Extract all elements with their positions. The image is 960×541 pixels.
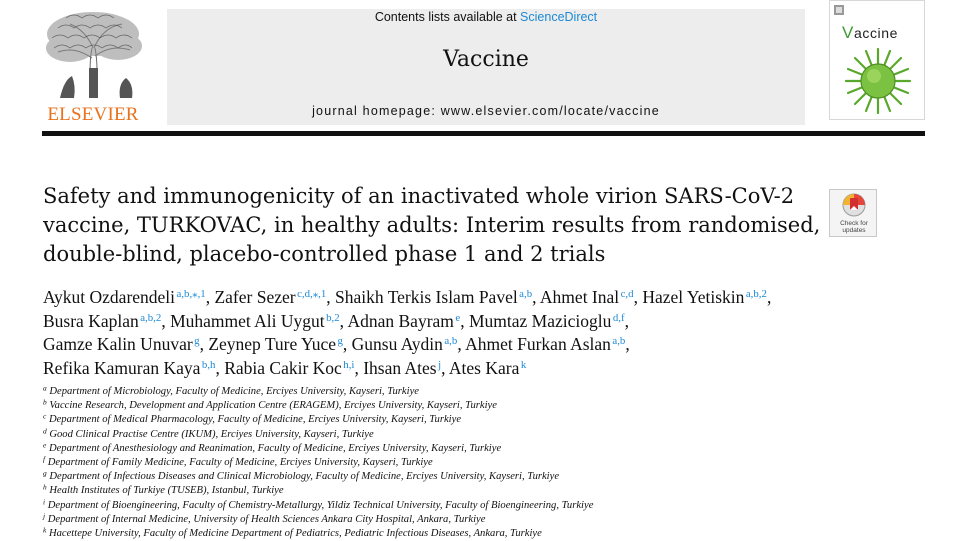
affiliation <box>43 456 923 470</box>
author-affiliation-marks[interactable]: k <box>520 358 527 371</box>
affiliation <box>43 499 923 513</box>
elsevier-tree-icon <box>40 8 146 100</box>
journal-banner <box>167 9 805 125</box>
cover-title-initial: V <box>842 23 854 42</box>
journal-header <box>0 0 960 140</box>
check-for-updates-label <box>830 220 878 234</box>
affiliation <box>43 442 923 456</box>
affiliation-text: Department of Bioengineering, Faculty of Chemistry-Metallurgy, Yildiz Technical University, Faculty of Bioengineering, Turkiye <box>47 499 594 511</box>
author-name: Muhammet Ali Uygut <box>170 310 325 331</box>
author-list: Aykut Ozdarendeli $^{a,b,⁎,1}$, Zafer Sezer $^{c,d,⁎,1}$, Shaikh Terkis Islam Pavel $^{a,b}$, Ahmet Inal $^{c,d}$, Hazel Yetiskin $^{a,b,2}$, Busra Kaplan $^{a,b,2}$, Muhammet Ali Uygut $^{b,2}$, Adnan Bayram $^e$, Mumtaz Mazicioglu $^{d,f}$, Gamze Kalin Unuvar $^g$, Zeynep Ture Yuce $^g$, Gunsu Aydin $^{a,b}$, Ahmet Furkan Aslan $^{a,b}$, Refika Kamuran Kaya $^{b,h}$, Rabia Cakir Koc $^{h,i}$, Ihsan Ates $^j$, Ates Kara $^k$ <box>43 287 772 378</box>
header-rule <box>42 131 925 136</box>
author-affiliation-marks[interactable]: b,2 <box>326 311 340 324</box>
check-for-updates-line2: updates <box>842 227 866 234</box>
author[interactable] <box>642 287 767 307</box>
author-name: Gunsu Aydin <box>351 334 443 354</box>
author-affiliation-marks[interactable]: a,b <box>519 288 533 301</box>
author-affiliation-marks[interactable]: h,i <box>343 358 355 371</box>
affiliation-text: Department of Infectious Diseases and Clinical Microbiology, Faculty of Medicine, Erciyes University, Kayseri, Turkiye <box>49 471 560 483</box>
author-name: Zeynep Ture Yuce <box>208 334 336 354</box>
affiliation-text: Health Institutes of Turkiye (TUSEB), Istanbul, Turkiye <box>49 485 284 497</box>
author[interactable] <box>43 311 161 331</box>
author[interactable] <box>449 358 526 378</box>
affiliation-key: j <box>43 511 46 521</box>
affiliation-text: Department of Anesthesiology and Reanimation, Faculty of Medicine, Erciyes University, Kayseri, Turkiye <box>48 442 502 454</box>
author-name: Hazel Yetiskin <box>642 287 745 307</box>
author-name: Ahmet Furkan Aslan <box>465 334 611 354</box>
journal-cover[interactable] <box>829 0 925 120</box>
affiliation-key: h <box>43 483 47 493</box>
affiliation-text: Department of Internal Medicine, University of Health Sciences Ankara City Hospital, Ankara, Turkiye <box>47 513 486 525</box>
affiliation-text: Good Clinical Practise Centre (IKUM), Erciyes University, Kayseri, Turkiye <box>49 428 374 440</box>
article-title: Safety and immunogenicity of an inactivated whole virion SARS-CoV-2 vaccine, TURKOVAC, in healthy adults: Interim results from randomised, double-blind, placebo-controlled phase 1 and 2 trials <box>43 184 821 266</box>
sciencedirect-link[interactable]: ScienceDirect <box>520 10 598 24</box>
author-name: Busra Kaplan <box>43 310 139 331</box>
affiliation <box>43 527 923 541</box>
cover-title <box>842 23 898 43</box>
affiliation-key: b <box>43 397 47 407</box>
author-name: Adnan Bayram <box>347 310 454 331</box>
check-for-updates-icon <box>830 190 878 220</box>
virus-icon <box>838 45 918 117</box>
author-affiliation-marks[interactable]: d,f <box>612 311 625 324</box>
author-affiliation-marks[interactable]: a,b,2 <box>745 288 767 301</box>
affiliation <box>43 399 923 413</box>
affiliation <box>43 484 923 498</box>
author[interactable] <box>43 334 200 354</box>
author-affiliation-marks[interactable]: a,b,2 <box>140 311 162 324</box>
affiliation-list <box>43 385 923 541</box>
affiliation-key: e <box>43 440 47 450</box>
author[interactable] <box>43 287 206 307</box>
affiliation <box>43 413 923 427</box>
affiliation <box>43 470 923 484</box>
author[interactable] <box>540 287 634 307</box>
affiliation-key: a <box>43 383 47 393</box>
affiliation-text: Vaccine Research, Development and Application Centre (ERAGEM), Erciyes University, Kayseri, Turkiye <box>49 400 497 412</box>
affiliation-text: Department of Microbiology, Faculty of Medicine, Erciyes University, Kayseri, Turkiye <box>49 386 419 397</box>
affiliation-text: Hacettepe University, Faculty of Medicine Department of Pediatrics, Pediatric Infectious Diseases, Ankara, Turkiye <box>48 528 542 540</box>
author-affiliation-marks[interactable]: c,d <box>620 288 634 301</box>
author[interactable] <box>347 311 460 331</box>
author-name: Rabia Cakir Koc <box>224 357 342 378</box>
affiliation <box>43 428 923 442</box>
author[interactable] <box>224 358 354 378</box>
affiliation <box>43 513 923 527</box>
contents-line <box>167 10 805 24</box>
author-name: Gamze Kalin Unuvar <box>43 334 193 354</box>
author-name: Ates Kara <box>448 357 520 378</box>
author-affiliation-marks[interactable]: e <box>455 311 461 324</box>
author[interactable] <box>208 334 343 354</box>
affiliation-key: g <box>43 468 47 478</box>
affiliation <box>43 385 923 399</box>
author-name: Ihsan Ates <box>363 357 437 378</box>
check-for-updates-badge[interactable] <box>829 189 877 237</box>
affiliation-key: c <box>43 412 47 422</box>
author[interactable] <box>170 311 340 331</box>
author-affiliation-marks[interactable]: b,h <box>201 358 216 371</box>
author[interactable] <box>363 358 441 378</box>
author-name: Zafer Sezer <box>214 287 296 307</box>
author-name: Aykut Ozdarendeli <box>43 287 176 307</box>
cover-title-rest: accine <box>853 25 899 41</box>
author[interactable] <box>335 287 532 307</box>
author-name: Shaikh Terkis Islam Pavel <box>335 287 518 307</box>
author-name: Mumtaz Mazicioglu <box>468 310 612 331</box>
author-affiliation-marks[interactable]: g <box>194 335 200 348</box>
affiliation-text: Department of Family Medicine, Faculty of Medicine, Erciyes University, Kayseri, Turkiye <box>47 457 433 469</box>
affiliation-text: Department of Medical Pharmacology, Faculty of Medicine, Erciyes University, Kayseri, Turkiye <box>48 414 462 426</box>
elsevier-logo[interactable] <box>40 8 146 126</box>
author-name: Ahmet Inal <box>539 287 620 307</box>
affiliation-key: f <box>43 454 46 464</box>
contents-prefix: Contents lists available at <box>374 10 521 24</box>
author[interactable] <box>469 311 625 331</box>
author-affiliation-marks[interactable]: j <box>438 358 442 371</box>
author[interactable] <box>352 334 458 354</box>
author[interactable] <box>43 358 215 378</box>
author-affiliation-marks[interactable]: a,b,⁎,1 <box>176 288 206 301</box>
author-affiliation-marks[interactable]: a,b <box>444 335 458 348</box>
author-affiliation-marks[interactable]: g <box>337 335 343 348</box>
affiliation-key: k <box>43 525 47 535</box>
cover-publisher-icon <box>834 5 844 15</box>
author[interactable] <box>465 334 625 354</box>
check-for-updates-line1: Check for <box>840 220 868 227</box>
publisher-wordmark: ELSEVIER <box>47 104 139 125</box>
journal-homepage[interactable]: journal homepage: www.elsevier.com/locate/vaccine <box>312 104 660 118</box>
author-affiliation-marks[interactable]: a,b <box>612 335 626 348</box>
author-name: Refika Kamuran Kaya <box>43 357 201 378</box>
affiliation-key: i <box>43 497 46 507</box>
journal-name: Vaccine <box>443 47 529 72</box>
author-affiliation-marks[interactable]: c,d,⁎,1 <box>297 288 327 301</box>
author[interactable] <box>214 287 326 307</box>
affiliation-key: d <box>43 426 47 436</box>
